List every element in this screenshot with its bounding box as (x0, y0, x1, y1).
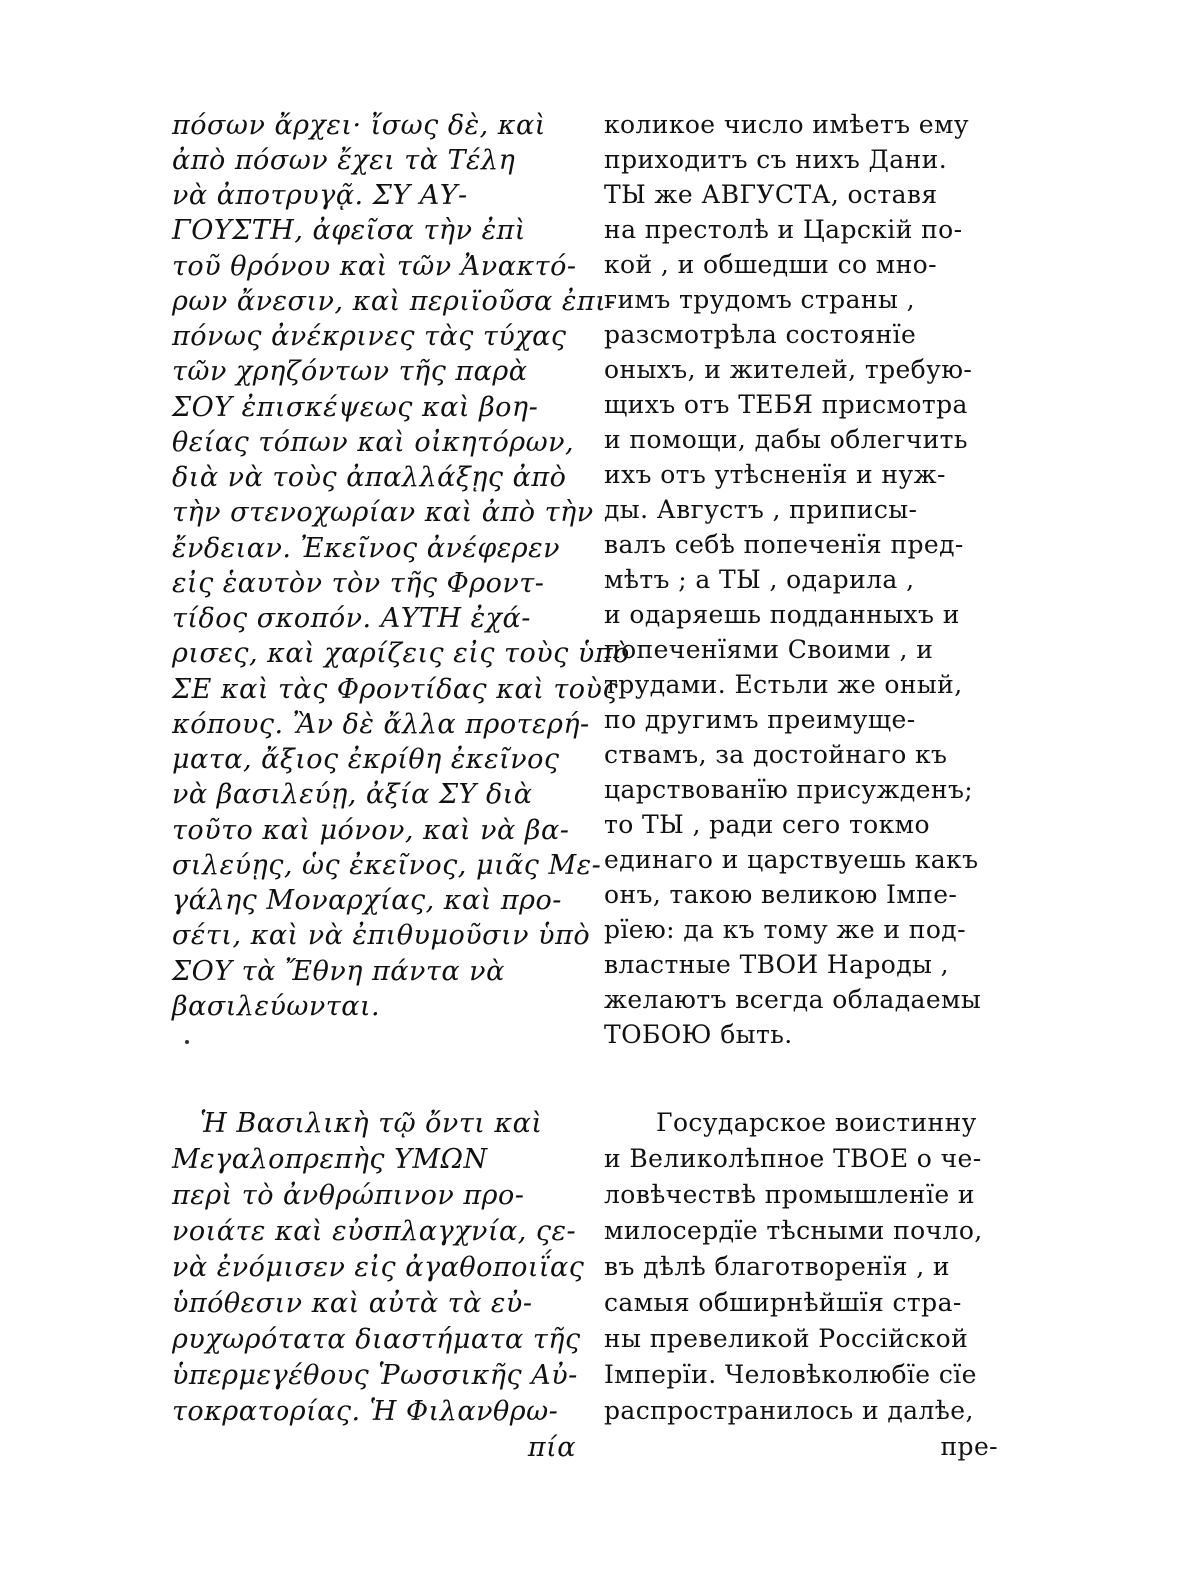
text-line: то ТЫ , ради сего токмо (604, 810, 930, 839)
text-line: ΣΟΥ ἐπισκέψεως καὶ βοη- (172, 392, 539, 423)
catchword: пре- (940, 1432, 998, 1461)
text-line: милосердїе тѣсными почло, (604, 1216, 983, 1245)
text-line: по другимъ преимуще- (604, 705, 916, 734)
text-line: ματα, ἄξιος ἐκρίθη ἐκεῖνος (172, 744, 560, 775)
text-line: ΓΟΥΣΤΗ, ἀφεῖσα τὴν ἐπὶ (172, 215, 526, 246)
text-line: βασιλεύωνται. (172, 991, 381, 1022)
greek-text-bottom (172, 1108, 585, 1490)
text-line: ρυχωρότατα διαστήματα τῆς (172, 1324, 581, 1355)
text-line: валъ себѣ попеченїя пред- (604, 530, 964, 559)
catchword: πία (527, 1432, 576, 1463)
text-line: и Великолѣпное ТВОЕ о че- (604, 1144, 982, 1173)
text-line: ἀπὸ πόσων ἔχει τὰ Τέλη (172, 145, 516, 176)
text-line: τοῦ θρόνου καὶ τῶν Ἀνακτό- (172, 251, 577, 282)
text-line: γάλης Μοναρχίας, καὶ προ- (172, 885, 562, 916)
text-line: оныхъ, и жителей, требую- (604, 355, 973, 384)
text-line: распространилось и далѣе, (604, 1396, 974, 1425)
text-line: ды. Августъ , приписы- (604, 495, 918, 524)
text-line: въ дѣлѣ благотворенїя , и (604, 1252, 950, 1281)
russian-text-top (604, 112, 1024, 1072)
text-line: πόνως ἀνέκρινες τὰς τύχας (172, 321, 567, 352)
text-line: πόσων ἄρχει· ἴσως δὲ, καὶ (172, 110, 546, 141)
text-line: ТЫ же АВГУСТА, оставя (604, 180, 938, 209)
text-line: νοιάτε καὶ εὐσπλαγχνία, ςε- (172, 1216, 577, 1247)
text-line: на престолѣ и Царскій по- (604, 215, 963, 244)
text-line: властные ТВОИ Народы , (604, 950, 950, 979)
text-line: ихъ отъ утѣсненїя и нуж- (604, 460, 946, 489)
text-line: разсмотрѣла состоянїе (604, 320, 917, 349)
text-line: приходитъ съ нихъ Дани. (604, 145, 948, 174)
text-line: Μεγαλοπρεπὴς ΥΜΩΝ (172, 1144, 488, 1175)
text-line: σέτι, καὶ νὰ ἐπιθυμοῦσιν ὑπὸ (172, 920, 591, 951)
text-line: τὴν στενοχωρίαν καὶ ἀπὸ τὴν (172, 497, 594, 528)
text-line: царствованїю присужденъ; (604, 775, 974, 804)
text-line: σιλεύῃς, ὡς ἐκεῖνος, μιᾶς Με- (172, 850, 602, 881)
text-line: ὑπερμεγέθους Ῥωσσικῆς Αὐ- (172, 1360, 578, 1391)
text-line: ТОБОЮ быть. (604, 1020, 793, 1049)
text-line: желаютъ всегда обладаемы (604, 985, 982, 1014)
text-line: гимъ трудомъ страны , (604, 285, 915, 314)
text-line: νὰ βασιλεύῃ, ἀξία ΣΥ διὰ (172, 779, 533, 810)
text-line: ΣΕ καὶ τὰς Φροντίδας καὶ τοὺς (172, 674, 619, 705)
text-line: кой , и обшедши со мно- (604, 250, 937, 279)
text-line: Ἡ Βασιλικὴ τῷ ὄντι καὶ (200, 1108, 543, 1139)
text-line: щихъ отъ ТЕБЯ присмотра (604, 390, 968, 419)
text-line: и помощи, дабы облегчить (604, 425, 968, 454)
russian-text-bottom (604, 1110, 1024, 1490)
text-line: τῶν χρηζόντων τῆς παρὰ (172, 356, 528, 387)
text-line: Імперїи. Человѣколюбїе сїе (604, 1360, 977, 1389)
text-line: ρων ἄνεσιν, καὶ περιϊοῦσα ἐπι- (172, 286, 616, 317)
text-line: Государское воистинну (656, 1108, 977, 1137)
text-line: коликое число имѣетъ ему (604, 110, 969, 139)
text-line: ловѣчествѣ промышленїе и (604, 1180, 975, 1209)
text-line: νὰ ἐνόμισεν εἰς ἀγαθοποιΐας (172, 1252, 585, 1283)
text-line: περὶ τὸ ἀνθρώπινον προ- (172, 1180, 525, 1211)
text-line: самыя обширнѣйшїя стра- (604, 1288, 962, 1317)
text-line: κόπους. Ἂν δὲ ἄλλα προτερή- (172, 709, 590, 740)
text-line: ἔνδειαν. Ἐκεῖνος ἀνέφερεν (172, 533, 561, 564)
text-line: онъ, такою великою Імпе- (604, 880, 958, 909)
text-line: попеченїями Своими , и (604, 635, 934, 664)
text-line: ρισες, καὶ χαρίζεις εἰς τοὺς ὑπὸ (172, 638, 630, 669)
text-line: ΣΟΥ τὰ Ἔθνη πάντα νὰ (172, 956, 505, 987)
text-line: τοῦτο καὶ μόνον, καὶ νὰ βα- (172, 815, 570, 846)
text-line: τοκρατορίας. Ἡ Φιλανθρω- (172, 1396, 559, 1427)
greek-text-top (172, 110, 630, 1052)
text-line: мѣтъ ; а ТЫ , одарила , (604, 565, 915, 594)
ink-speck (185, 1040, 189, 1044)
text-line: трудами. Естьли же оный, (604, 670, 963, 699)
text-line: ствамъ, за достойнаго къ (604, 740, 948, 769)
text-line: рїею: да къ тому же и под- (604, 915, 966, 944)
text-line: τίδος σκοπόν. ΑΥΤΗ ἐχά- (172, 603, 531, 634)
text-line: единаго и царствуешь какъ (604, 845, 979, 874)
text-line: ны превеликой Россійской (604, 1324, 969, 1353)
text-line: νὰ ἀποτρυγᾷ. ΣΥ ΑΥ- (172, 180, 468, 211)
text-line: и одаряешь подданныхъ и (604, 600, 960, 629)
text-line: διὰ νὰ τοὺς ἀπαλλάξῃς ἀπὸ (172, 462, 567, 493)
text-line: θείας τόπων καὶ οἰκητόρων, (172, 427, 575, 458)
text-line: εἰς ἑαυτὸν τὸν τῆς Φροντ- (172, 568, 545, 599)
text-line: ὑπόθεσιν καὶ αὐτὰ τὰ εὐ- (172, 1288, 533, 1319)
